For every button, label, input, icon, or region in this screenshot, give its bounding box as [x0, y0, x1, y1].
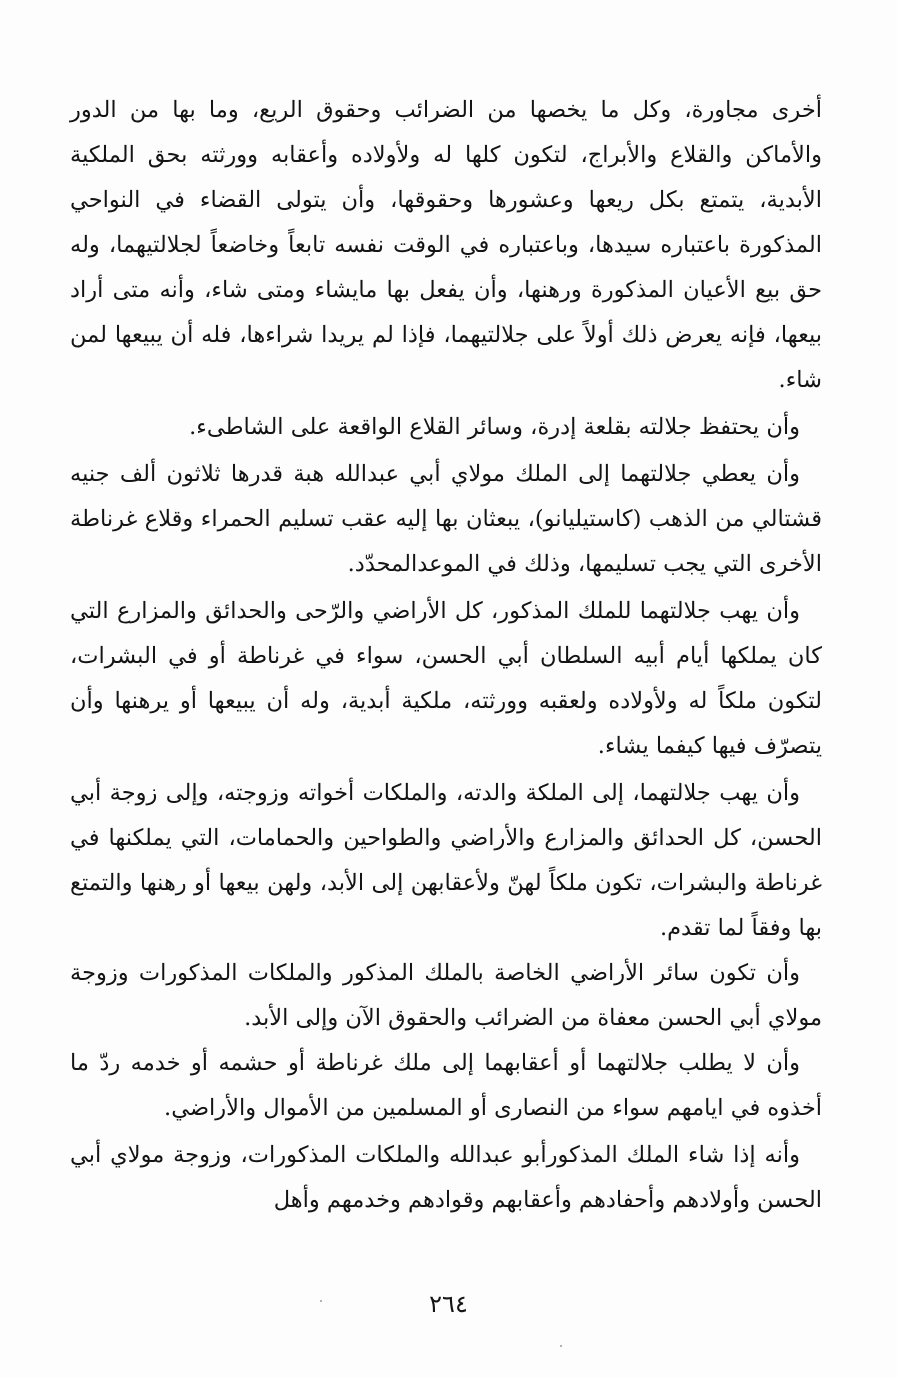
paragraph-7: وأن لا يطلب جلالتهما أو أعقابهما إلى ملك غرناطة أو حشمه أو خدمه ردّ ما أخذوه في ايامهم سواء من النصارى أو المسلمين من الأموال والأراضي.: [70, 1050, 822, 1121]
paragraph-8: وأنه إذا شاء الملك المذكورأبو عبدالله والملكات المذكورات، وزوجة مولاي أبي الحسن وأولادهم وأحفادهم وأعقابهم وقوادهم وخدمهم وأهل: [70, 1142, 822, 1213]
paragraph-2: وأن يحتفظ جلالته بقلعة إدرة، وسائر القلاع الواقعة على الشاطىء.: [189, 414, 800, 440]
paragraph-3: وأن يعطي جلالتهما إلى الملك مولاي أبي عبدالله هبة قدرها ثلاثون ألف جنيه قشتالي من الذهب (كاستيليانو)، يبعثان بها إليه عقب تسليم الحمراء وقلاع غرناطة الأخرى التي يجب تسليمها، وذلك في الموعدالمحدّد.: [70, 461, 822, 577]
paragraph-4: وأن يهب جلالتهما للملك المذكور، كل الأراضي والرّحى والحدائق والمزارع التي كان يملكها أيام أبيه السلطان أبي الحسن، سواء في غرناطة أو في البشرات، لتكون ملكاً له ولأولاده ولعقبه وورثته، ملكية أبدية، وله أن يبيعها أو يرهنها وأن يتصرّف فيها كيفما يشاء.: [70, 598, 822, 759]
scan-speck: [560, 1345, 562, 1347]
scan-speck: [320, 1300, 322, 1302]
main-text-column: [70, 88, 822, 1223]
page-number: ٢٦٤: [429, 1290, 468, 1318]
paragraph-6: وأن تكون سائر الأراضي الخاصة بالملك المذكور والملكات المذكورات وزوجة مولاي أبي الحسن معفاة من الضرائب والحقوق الآن وإلى الأبد.: [70, 960, 822, 1031]
paragraph-1: أخرى مجاورة، وكل ما يخصها من الضرائب وحقوق الريع، وما بها من الدور والأماكن والقلاع والأبراج، لتكون كلها له ولأولاده وأعقابه وورثته بحق الملكية الأبدية، يتمتع بكل ريعها وعشورها وحقوقها، وأن يتولى القضاء في النواحي المذكورة باعتباره سيدها، وباعتباره في الوقت نفسه تابعاً وخاضعاً لجلالتيهما، وله حق بيع الأعيان المذكورة ورهنها، وأن يفعل بها مايشاء ومتى شاء، وأنه متى أراد بيعها، فإنه يعرض ذلك أولاً على جلالتيهما، فإذا لم يريدا شراءها، فله أن يبيعها لمن شاء.: [70, 97, 823, 393]
paragraph-5: وأن يهب جلالتهما، إلى الملكة والدته، والملكات أخواته وزوجته، وإلى زوجة أبي الحسن، كل الحدائق والمزارع والأراضي والطواحين والحمامات، التي يملكنها في غرناطة والبشرات، تكون ملكاً لهنّ ولأعقابهن إلى الأبد، ولهن بيعها أو رهنها والتمتع بها وفقاً لما تقدم.: [70, 780, 822, 941]
